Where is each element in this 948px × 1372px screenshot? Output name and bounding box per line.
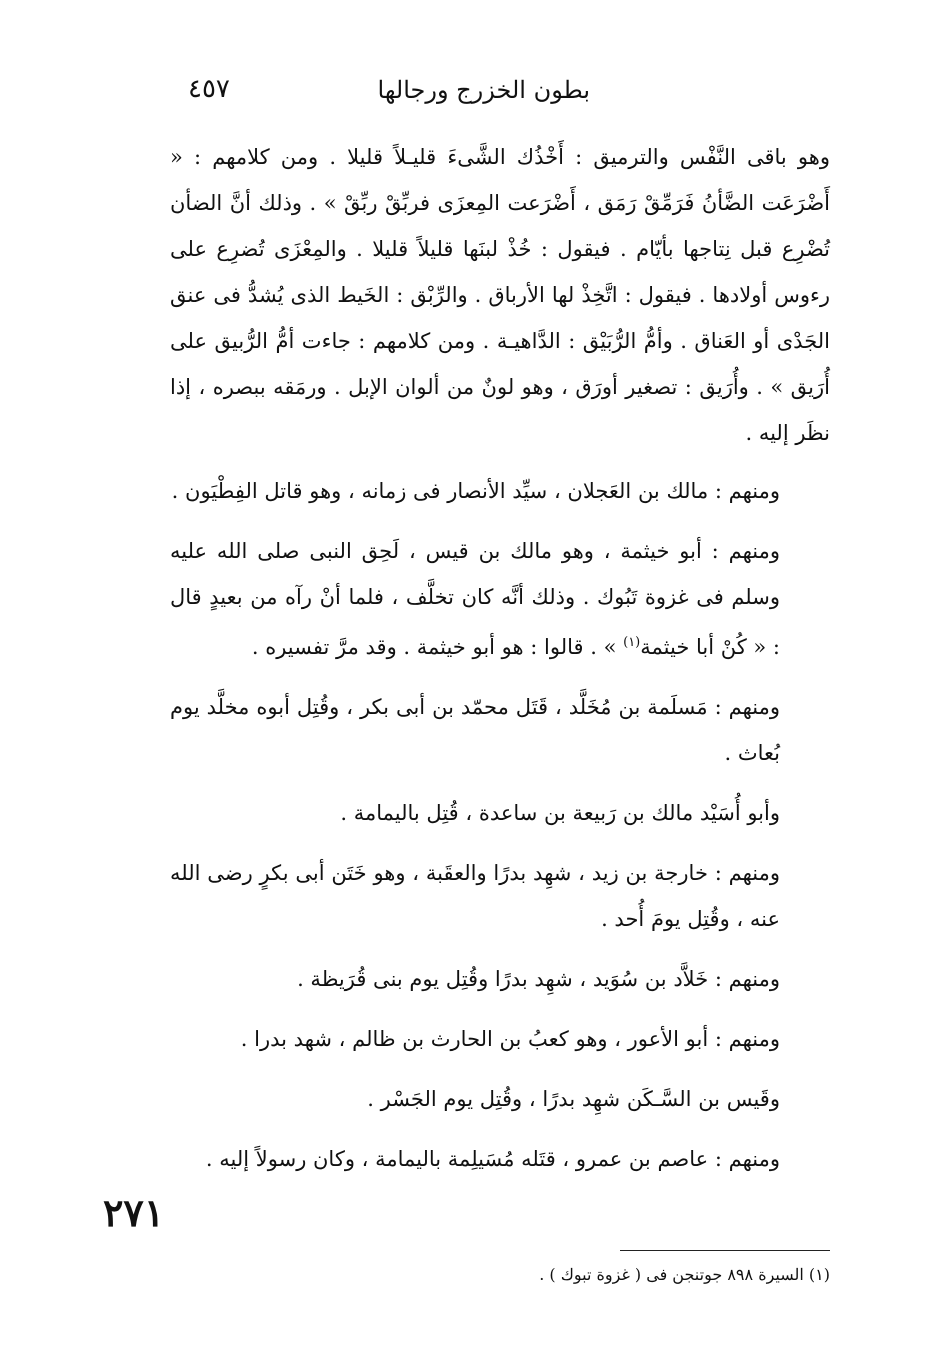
running-title: بطون الخزرج ورجالها (377, 76, 590, 104)
footnote: (١) السيرة ٨٩٨ جوتنجن فى ( غزوة تبوك ) . (539, 1265, 830, 1284)
paragraph-10: ومنهم : عاصم بن عمرو ، قتَله مُسَيلِمة باليمامة ، وكان رسولاً إليه . (205, 1147, 780, 1171)
paragraph-3 (170, 528, 830, 670)
paragraph-4: ومنهم : مَسلَمة بن مُخَلَّد ، قَتَل محمّد بن أبى بكر ، وقُتِل أبوه مخلَّد يوم بُعاث . (170, 695, 780, 765)
paragraph-9: وقَيس بن السَّـكَن شهِد بدرًا ، وقُتِل يوم الجَسْر . (367, 1087, 780, 1111)
page-header (170, 72, 830, 112)
paragraph-1: وهو باقى النَّفْس والترميق : أَخْذُك الشَّىءَ قليـلاً قليلا . ومن كلامهم : « أَضْرَعَت الضَّأنُ فَرَمِّقْ رَمَق ، أَضْرَعت المِعزَى فربِّقْ ربِّقْ » . وذلك أنَّ الضأن تُضْرِع قبل نِتاجها بأيّام . فيقول : خُذْ لبنَها قليلاً قليلا . والمِعْزَى تُضرِع على رءوس أولادها . فيقول : اتَّخِذْ لها الأرباق . والرِّبْق : الخَيط الذى يُشدُّ فى عنق الجَدْى أو العَناق . وأمُّ الرُّبَيْق : الدَّاهيـة . ومن كلامهم : جاءت أمُّ الرُّبيق على أُرَيق » . وأُرَيق : تصغير أورَق ، وهو لونٌ من ألوان الإبل . ورمَقه ببصره ، إذا نظَر إليه . (170, 145, 830, 445)
footnote-reference: (١) (623, 635, 641, 650)
paragraph-2: ومنهم : مالك بن العَجلان ، سيِّد الأنصار فى زمانه ، وهو قاتل الفِطْيَون . (171, 479, 780, 503)
main-text (170, 134, 830, 1196)
paragraph-3-rest: » . قالوا : هو أبو خيثمة . وقد مرَّ تفسيره . (251, 635, 617, 659)
page-number-margin: ٢٧١ (103, 1190, 165, 1235)
paragraph-6: ومنهم : خارجة بن زيد ، شهِد بدرًا والعقَبة ، وهو خَتَن أبى بكرٍ رضى الله عنه ، وقُتِل يومَ أُحد . (170, 861, 780, 931)
paragraph-7: ومنهم : خَلاَّد بن سُوَيد ، شهِد بدرًا وقُتِل يوم بنى قُرَيظة . (297, 967, 780, 991)
paragraph-8: ومنهم : أبو الأعور ، وهو كعبُ بن الحارث بن ظالم ، شهد بدرا . (240, 1027, 780, 1051)
paragraph-3-text: ومنهم : أبو خيثمة ، وهو مالك بن قيس ، لَحِق النبى صلى الله عليه وسلم فى غزوة تَبُوك . وذلك أنَّه كان تخلَّف ، فلما أنْ رآه من بعيدٍ قال : « كُنْ أبا خيثمة (170, 539, 780, 659)
footnote-divider (620, 1250, 830, 1251)
paragraph-5: وأبو أُسَيْد مالك بن رَبيعة بن ساعدة ، قُتِل باليمامة . (340, 801, 780, 825)
page-number-top: ٤٥٧ (188, 74, 230, 104)
